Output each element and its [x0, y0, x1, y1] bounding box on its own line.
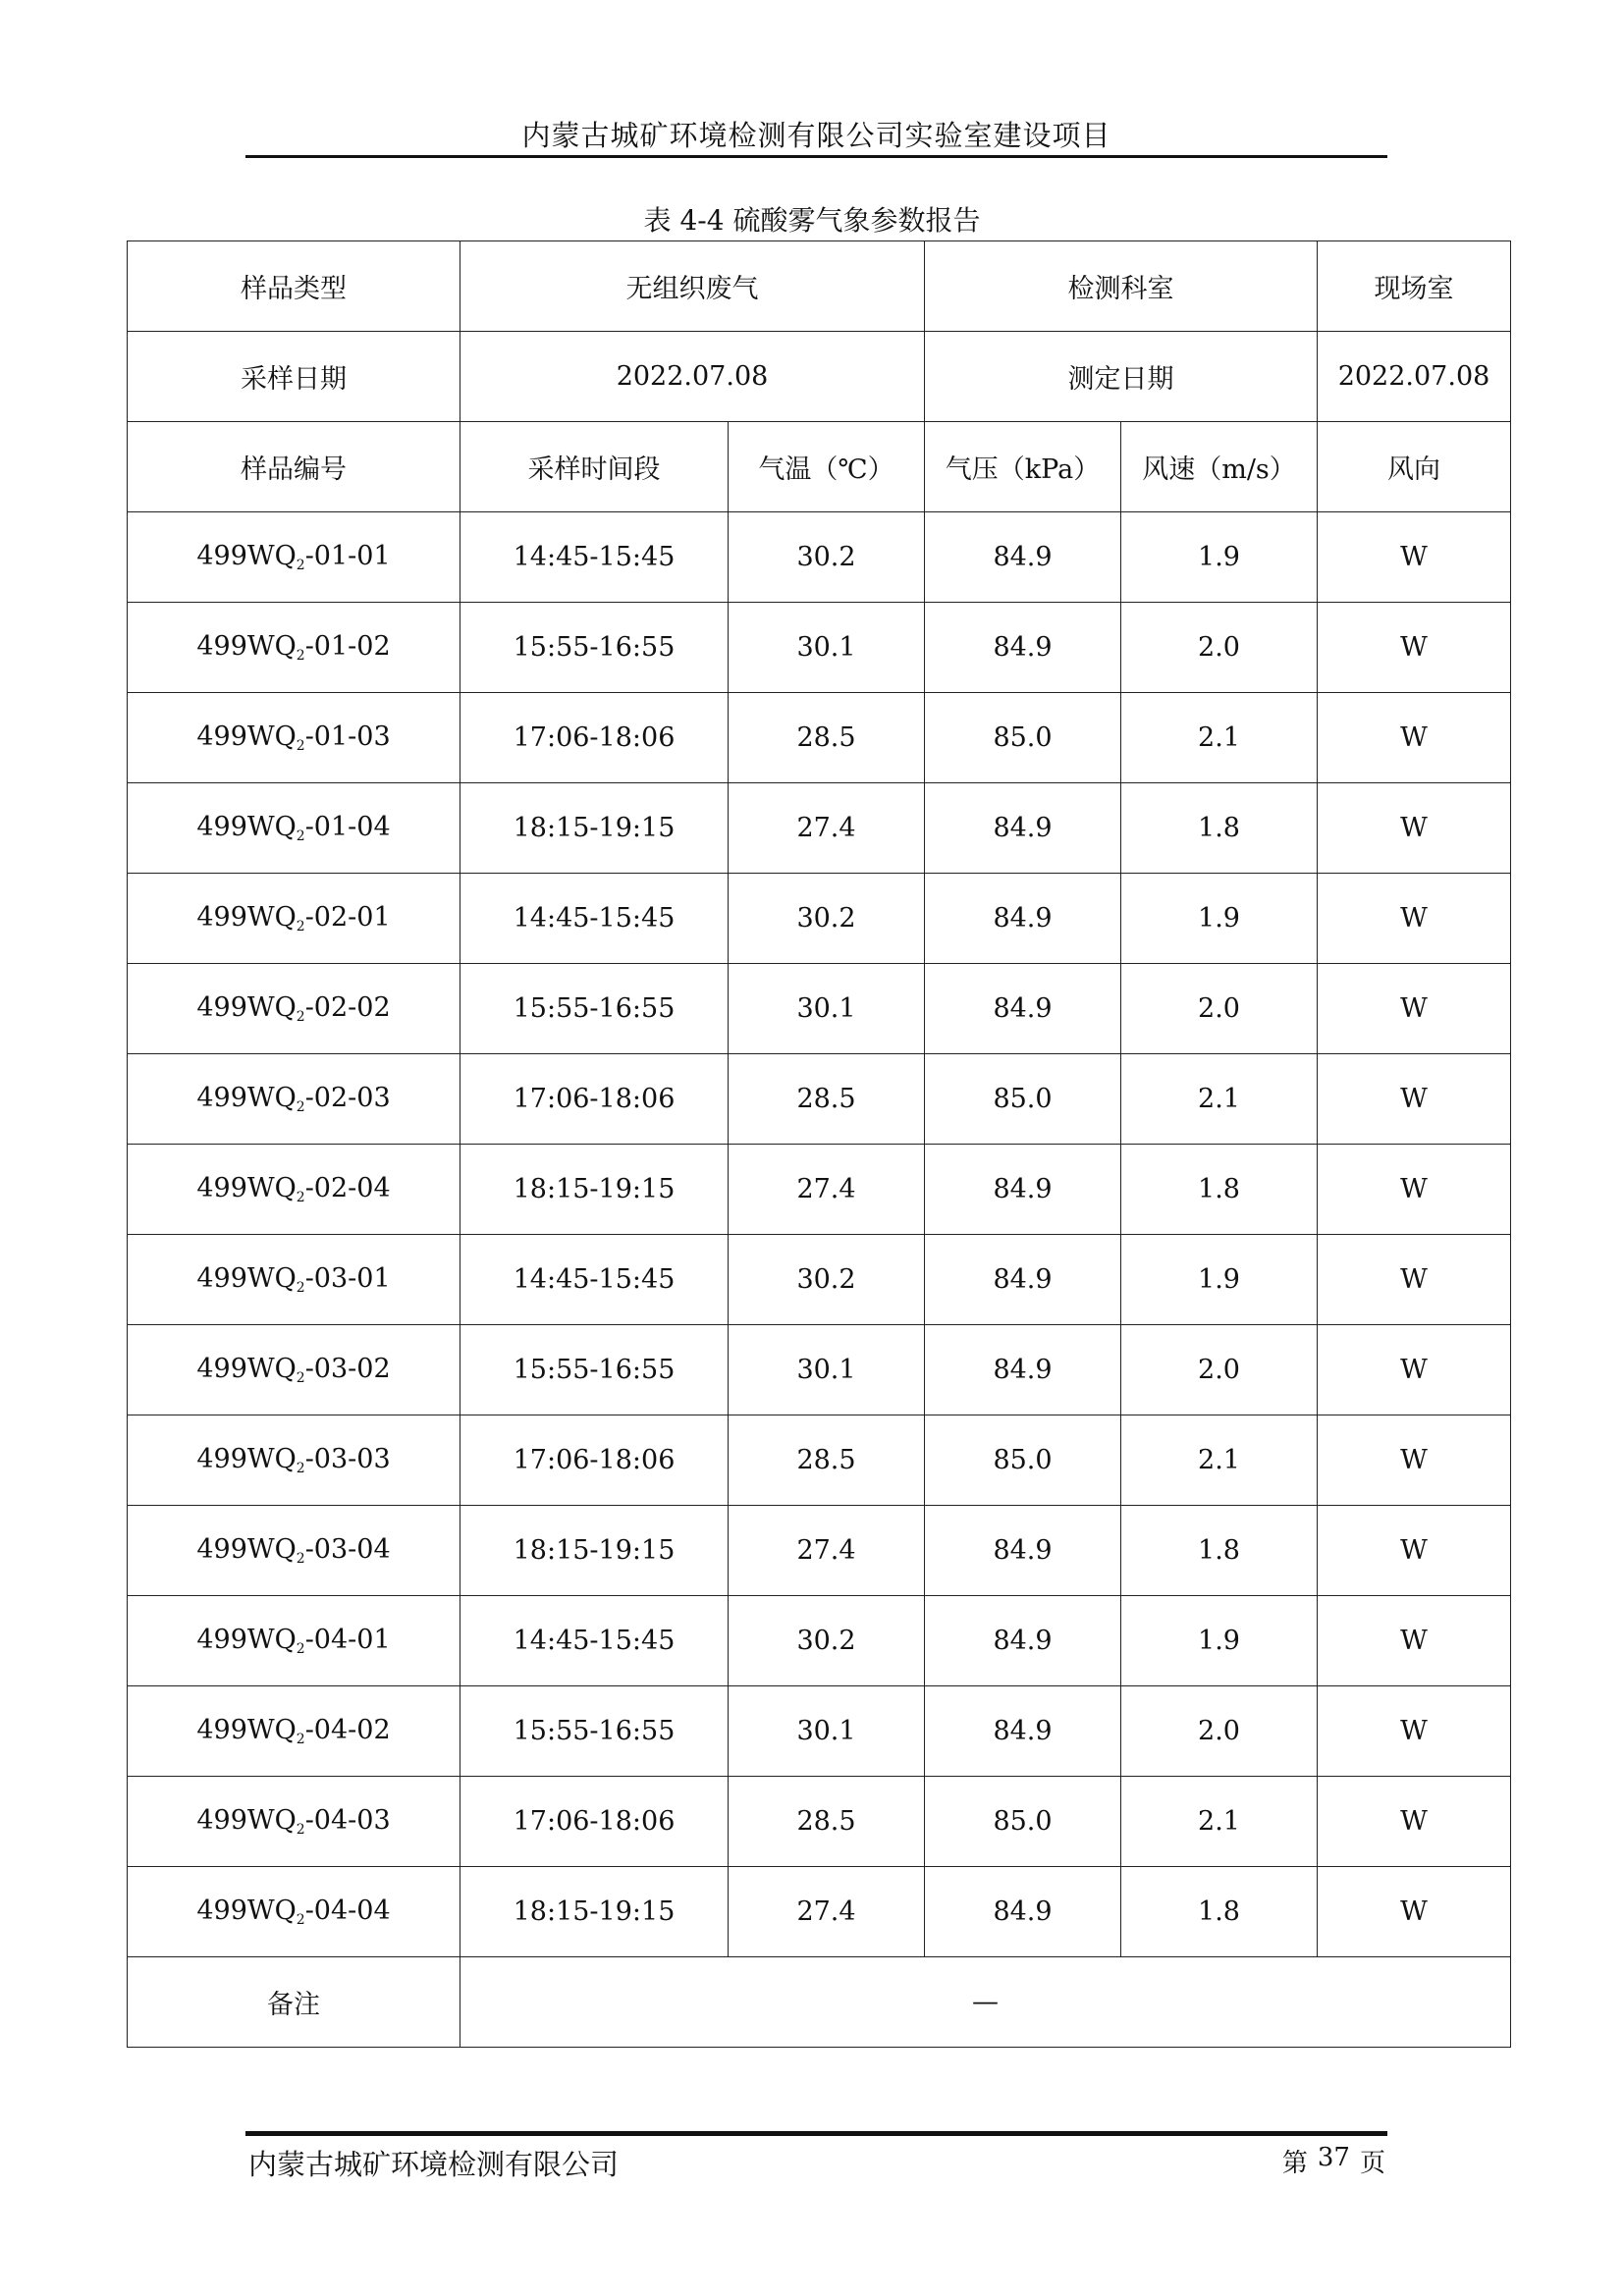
sample-id-suffix: -02-01 — [304, 902, 391, 933]
pressure-cell: 85.0 — [925, 1054, 1121, 1145]
sample-id-suffix: -03-01 — [304, 1263, 391, 1294]
sampling-date-label: 采样日期 — [128, 332, 460, 422]
sample-id-suffix: -01-01 — [304, 541, 391, 571]
sample-id-cell — [128, 874, 460, 964]
wind-speed-cell: 2.1 — [1121, 1415, 1318, 1506]
wind-speed-cell: 1.9 — [1121, 512, 1318, 603]
sample-id-cell — [128, 1596, 460, 1686]
sample-id-suffix: -03-03 — [304, 1444, 391, 1474]
period-cell: 18:15-19:15 — [460, 783, 729, 874]
header-rule — [245, 155, 1387, 158]
page-number — [1282, 2143, 1385, 2179]
pressure-cell: 84.9 — [925, 964, 1121, 1054]
sample-id-subscript: 2 — [296, 1099, 305, 1115]
sample-id-cell — [128, 1867, 460, 1957]
period-cell: 17:06-18:06 — [460, 1054, 729, 1145]
sample-id-suffix: -04-01 — [304, 1625, 391, 1655]
sample-id-prefix: 499WQ — [196, 1263, 297, 1294]
sample-id-subscript: 2 — [296, 1461, 305, 1476]
sample-id-suffix: -03-02 — [304, 1354, 391, 1384]
period-cell: 14:45-15:45 — [460, 874, 729, 964]
temp-cell: 30.1 — [729, 1686, 925, 1777]
wind-dir-cell: W — [1318, 1596, 1511, 1686]
wind-speed-cell: 2.0 — [1121, 603, 1318, 693]
wind-dir-cell: W — [1318, 1415, 1511, 1506]
pressure-cell: 84.9 — [925, 512, 1121, 603]
sample-id-prefix: 499WQ — [196, 541, 297, 571]
wind-dir-cell: W — [1318, 874, 1511, 964]
sample-id-cell — [128, 1145, 460, 1235]
sample-id-prefix: 499WQ — [196, 902, 297, 933]
wind-speed-cell: 1.8 — [1121, 1506, 1318, 1596]
pressure-cell: 84.9 — [925, 1686, 1121, 1777]
sample-id-prefix: 499WQ — [196, 812, 297, 842]
sample-id-prefix: 499WQ — [196, 1534, 297, 1565]
sample-id-prefix: 499WQ — [196, 1444, 297, 1474]
sample-id-cell — [128, 1415, 460, 1506]
pressure-cell: 84.9 — [925, 1596, 1121, 1686]
table-row — [128, 874, 1511, 964]
sample-id-prefix: 499WQ — [196, 1805, 297, 1836]
page-suffix: 页 — [1359, 2149, 1385, 2178]
column-header-row — [128, 422, 1511, 512]
lab-label: 检测科室 — [925, 241, 1318, 332]
col-header-pressure: 气压（kPa） — [925, 422, 1121, 512]
wind-dir-cell: W — [1318, 603, 1511, 693]
temp-cell: 27.4 — [729, 1867, 925, 1957]
sample-id-prefix: 499WQ — [196, 1715, 297, 1745]
period-cell: 15:55-16:55 — [460, 603, 729, 693]
sample-id-cell — [128, 693, 460, 783]
temp-cell: 30.2 — [729, 874, 925, 964]
period-cell: 14:45-15:45 — [460, 512, 729, 603]
sample-id-cell — [128, 783, 460, 874]
temp-cell: 30.1 — [729, 1325, 925, 1415]
sample-id-subscript: 2 — [296, 919, 305, 934]
wind-speed-cell: 1.9 — [1121, 1596, 1318, 1686]
table-caption: 表 4-4 硫酸雾气象参数报告 — [643, 204, 981, 237]
table-row — [128, 1145, 1511, 1235]
sample-id-suffix: -04-04 — [304, 1896, 391, 1926]
table-row — [128, 1777, 1511, 1867]
col-header-sample-id: 样品编号 — [128, 422, 460, 512]
pressure-cell: 84.9 — [925, 1235, 1121, 1325]
sample-id-cell — [128, 1506, 460, 1596]
test-date-value: 2022.07.08 — [1318, 332, 1511, 422]
table-row — [128, 783, 1511, 874]
remarks-value: — — [460, 1957, 1511, 2048]
pressure-cell: 84.9 — [925, 603, 1121, 693]
info-row-dates — [128, 332, 1511, 422]
wind-dir-cell: W — [1318, 783, 1511, 874]
table-row — [128, 964, 1511, 1054]
temp-cell: 27.4 — [729, 783, 925, 874]
sample-id-prefix: 499WQ — [196, 992, 297, 1023]
period-cell: 17:06-18:06 — [460, 1415, 729, 1506]
sample-id-suffix: -04-03 — [304, 1805, 391, 1836]
table-row — [128, 1235, 1511, 1325]
pressure-cell: 85.0 — [925, 1777, 1121, 1867]
sample-id-prefix: 499WQ — [196, 1896, 297, 1926]
page-number-value: 37 — [1317, 2143, 1350, 2172]
wind-dir-cell: W — [1318, 1867, 1511, 1957]
table-row — [128, 1867, 1511, 1957]
wind-dir-cell: W — [1318, 964, 1511, 1054]
sample-id-suffix: -01-04 — [304, 812, 391, 842]
sample-id-cell — [128, 964, 460, 1054]
temp-cell: 28.5 — [729, 693, 925, 783]
sample-id-cell — [128, 603, 460, 693]
table-row — [128, 1325, 1511, 1415]
sample-id-prefix: 499WQ — [196, 631, 297, 662]
wind-speed-cell: 2.0 — [1121, 1686, 1318, 1777]
col-header-wind-dir: 风向 — [1318, 422, 1511, 512]
period-cell: 14:45-15:45 — [460, 1235, 729, 1325]
wind-speed-cell: 2.0 — [1121, 1325, 1318, 1415]
wind-dir-cell: W — [1318, 1054, 1511, 1145]
sample-id-prefix: 499WQ — [196, 1354, 297, 1384]
sample-id-subscript: 2 — [296, 1009, 305, 1025]
sample-id-subscript: 2 — [296, 1732, 305, 1747]
sample-id-subscript: 2 — [296, 1280, 305, 1296]
table-row — [128, 603, 1511, 693]
wind-speed-cell: 1.8 — [1121, 783, 1318, 874]
remarks-label: 备注 — [128, 1957, 460, 2048]
table-row — [128, 512, 1511, 603]
footer-rule — [245, 2131, 1387, 2136]
period-cell: 18:15-19:15 — [460, 1867, 729, 1957]
sample-id-cell — [128, 1054, 460, 1145]
lab-value: 现场室 — [1318, 241, 1511, 332]
wind-dir-cell: W — [1318, 1686, 1511, 1777]
sample-id-prefix: 499WQ — [196, 1173, 297, 1203]
sample-id-cell — [128, 1686, 460, 1777]
pressure-cell: 84.9 — [925, 1325, 1121, 1415]
period-cell: 18:15-19:15 — [460, 1145, 729, 1235]
wind-dir-cell: W — [1318, 1235, 1511, 1325]
table-row — [128, 1686, 1511, 1777]
sample-id-prefix: 499WQ — [196, 1625, 297, 1655]
remarks-row — [128, 1957, 1511, 2048]
page-prefix: 第 — [1281, 2149, 1308, 2178]
temp-cell: 28.5 — [729, 1054, 925, 1145]
temp-cell: 30.2 — [729, 1596, 925, 1686]
wind-dir-cell: W — [1318, 1145, 1511, 1235]
col-header-period: 采样时间段 — [460, 422, 729, 512]
col-header-temp: 气温（℃） — [729, 422, 925, 512]
pressure-cell: 84.9 — [925, 1506, 1121, 1596]
sample-id-subscript: 2 — [296, 558, 305, 573]
sample-id-subscript: 2 — [296, 1822, 305, 1838]
pressure-cell: 84.9 — [925, 1867, 1121, 1957]
sample-id-suffix: -02-04 — [304, 1173, 391, 1203]
temp-cell: 30.1 — [729, 964, 925, 1054]
sample-id-cell — [128, 512, 460, 603]
sample-id-suffix: -03-04 — [304, 1534, 391, 1565]
period-cell: 15:55-16:55 — [460, 964, 729, 1054]
temp-cell: 30.1 — [729, 603, 925, 693]
period-cell: 14:45-15:45 — [460, 1596, 729, 1686]
sample-id-subscript: 2 — [296, 1190, 305, 1205]
sample-id-subscript: 2 — [296, 738, 305, 754]
sample-id-suffix: -01-03 — [304, 721, 391, 752]
sample-id-subscript: 2 — [296, 648, 305, 664]
wind-dir-cell: W — [1318, 1777, 1511, 1867]
pressure-cell: 85.0 — [925, 693, 1121, 783]
temp-cell: 27.4 — [729, 1506, 925, 1596]
period-cell: 15:55-16:55 — [460, 1325, 729, 1415]
wind-dir-cell: W — [1318, 693, 1511, 783]
wind-speed-cell: 1.8 — [1121, 1145, 1318, 1235]
wind-dir-cell: W — [1318, 1325, 1511, 1415]
test-date-label: 测定日期 — [925, 332, 1318, 422]
sample-id-cell — [128, 1777, 460, 1867]
sample-id-suffix: -02-02 — [304, 992, 391, 1023]
meteorological-table — [127, 240, 1511, 2048]
sample-type-value: 无组织废气 — [460, 241, 925, 332]
temp-cell: 30.2 — [729, 1235, 925, 1325]
header-title: 内蒙古城矿环境检测有限公司实验室建设项目 — [521, 119, 1111, 152]
sample-id-cell — [128, 1235, 460, 1325]
sample-id-prefix: 499WQ — [196, 721, 297, 752]
pressure-cell: 84.9 — [925, 874, 1121, 964]
temp-cell: 27.4 — [729, 1145, 925, 1235]
sample-id-subscript: 2 — [296, 1551, 305, 1567]
temp-cell: 28.5 — [729, 1777, 925, 1867]
sample-id-prefix: 499WQ — [196, 1083, 297, 1113]
sampling-date-value: 2022.07.08 — [460, 332, 925, 422]
pressure-cell: 84.9 — [925, 783, 1121, 874]
wind-speed-cell: 1.9 — [1121, 1235, 1318, 1325]
period-cell: 17:06-18:06 — [460, 693, 729, 783]
col-header-wind-speed: 风速（m/s） — [1121, 422, 1318, 512]
wind-speed-cell: 2.1 — [1121, 1777, 1318, 1867]
sample-id-cell — [128, 1325, 460, 1415]
period-cell: 17:06-18:06 — [460, 1777, 729, 1867]
wind-speed-cell: 2.1 — [1121, 1054, 1318, 1145]
temp-cell: 30.2 — [729, 512, 925, 603]
sample-id-subscript: 2 — [296, 1912, 305, 1928]
sample-id-suffix: -04-02 — [304, 1715, 391, 1745]
table-row — [128, 1415, 1511, 1506]
wind-dir-cell: W — [1318, 1506, 1511, 1596]
wind-speed-cell: 2.1 — [1121, 693, 1318, 783]
pressure-cell: 85.0 — [925, 1415, 1121, 1506]
table-row — [128, 1596, 1511, 1686]
pressure-cell: 84.9 — [925, 1145, 1121, 1235]
period-cell: 18:15-19:15 — [460, 1506, 729, 1596]
table-row — [128, 693, 1511, 783]
sample-id-suffix: -02-03 — [304, 1083, 391, 1113]
sample-id-subscript: 2 — [296, 828, 305, 844]
wind-dir-cell: W — [1318, 512, 1511, 603]
sample-type-label: 样品类型 — [128, 241, 460, 332]
table-row — [128, 1506, 1511, 1596]
sample-id-subscript: 2 — [296, 1370, 305, 1386]
temp-cell: 28.5 — [729, 1415, 925, 1506]
period-cell: 15:55-16:55 — [460, 1686, 729, 1777]
footer-company: 内蒙古城矿环境检测有限公司 — [248, 2148, 620, 2181]
sample-id-subscript: 2 — [296, 1641, 305, 1657]
wind-speed-cell: 2.0 — [1121, 964, 1318, 1054]
sample-id-suffix: -01-02 — [304, 631, 391, 662]
table-row — [128, 1054, 1511, 1145]
info-row-sample-type — [128, 241, 1511, 332]
wind-speed-cell: 1.8 — [1121, 1867, 1318, 1957]
wind-speed-cell: 1.9 — [1121, 874, 1318, 964]
